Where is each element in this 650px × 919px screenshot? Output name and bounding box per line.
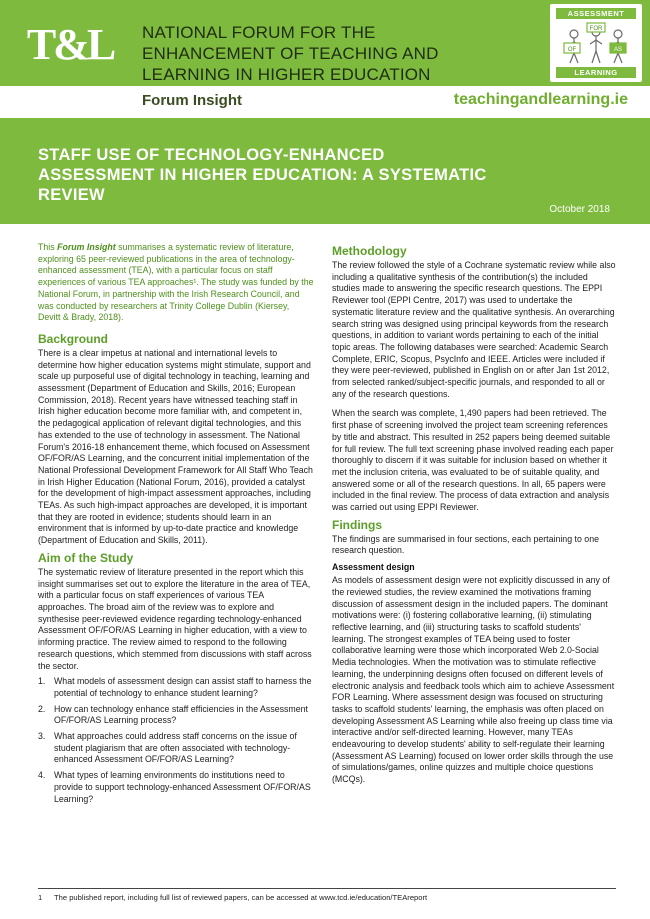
badge-bottom-label: LEARNING [556,67,636,78]
list-item [38,704,314,727]
background-text: There is a clear impetus at national and international levels to determine how higher education systems might stimulate, support and scale up purposeful use of digital technology in teaching, learning and assessment (Department of Education and Skills, 2016; European Commission, 2018). Recent years have witnessed teaching staff in Irish higher education become more familiar with, and competent in, the pedagogical application of relevant digital technologies, and this has extended to the use of technology in assessment. The National Forum's 2016-18 enhancement theme, which focused on Assessment OF/FOR/AS Learning, and the concurrent initial implementation of the National Professional Development Framework for All Staff Who Teach in Irish Higher Education (National Forum, 2016), provided a catalyst for the development of high-impact assessment approaches, including TEAs. As such high-impact approaches are developed, it is important that they are rooted in evidence; students should learn in an environment that is informed by up-to-date practice and knowledge (Department of Education and Skills, 2011). [38,347,313,546]
org-name: NATIONAL FORUM FOR THE ENHANCEMENT OF TEACHING AND LEARNING IN HIGHER EDUCATION [142,23,439,84]
list-item-number: 1. [38,676,46,687]
list-item-text: How can technology enhance staff efficiencies in the Assessment OF/FOR/AS Learning process? [54,703,308,726]
footnote-number: 1 [38,893,43,902]
assessment-learning-badge [550,4,642,82]
intro-paragraph [38,242,314,324]
sub-header [0,86,650,118]
assessment-design-text: As models of assessment design were not explicitly discussed in any of the reviewed studies, the review examined the motivations framing discussion of assessment design in the included papers. The dominant motivations were: (i) fostering collaborative learning, (ii) stimulating reflective learning, and (iii) structuring tasks to scaffold students' learning. The strongest examples of TEA being used to foster collaborative learning were those which incorporated Web 2.0-Social Media technologies. When the motivation was to stimulate reflective learning, the underpinning designs often focused on different levels of electronic analysis and feedback tools which aim to achieve Assessment FOR Learning. Where assessment design was focused on structuring tasks to scaffold students' learning, the emphasis was often placed on developing Assessment AS Learning while also freeing up class time via interactive and/or self-directed learning. However, many TEAs endeavouring to develop students' ability to self-regulate their learning (Assessment AS Learning) focused on lower order skills through the use of simulations/games, online quizzes and multiple choice questions (MCQs). [332,575,615,785]
findings-intro: The findings are summarised in four sections, each pertaining to one research question. [332,533,599,556]
intro-forum-insight: Forum Insight [57,242,116,252]
list-item-text: What approaches could address staff concerns on the issue of student plagiarism that are often associated with technology-enhanced Assessment OF/FOR/AS Learning? [54,731,297,765]
left-column [38,242,314,809]
footnote-divider [38,888,616,889]
tl-logo[interactable]: T&L [26,19,114,69]
badge-of-text: OF [567,47,577,53]
list-item [38,731,314,766]
research-questions-list [38,676,314,805]
list-item-number: 2. [38,703,46,714]
aim-heading: Aim of the Study [38,550,134,565]
footnote-text: The published report, including full list of reviewed papers, can be accessed at www.tcd.ie/education/TEAreport [54,893,428,902]
list-item [38,770,314,805]
title-band [0,118,650,224]
badge-top-label: ASSESSMENT [556,8,636,19]
aim-text: The systematic review of literature presented in the report which this insight summarises set out to explore the literature in the area of TEA, with a particular focus on staff experiences of various TEA approaches. The broad aim of the review was to explore and synthesise peer-reviewed evidence regarding technology-enhanced Assessment OF/FOR/AS Learning in higher education, with a view to informing practice. The review aimed to respond to the following research questions, which stemmed from discussions with staff across the sector. [38,566,312,671]
series-label: Forum Insight [142,92,242,109]
methodology-paragraph-1: The review followed the style of a Cochrane systematic review while also including a qualitative synthesis of the contribution(s) the included studies made to answering the specific research questions. The EPPI Reviewer tool (EPPI Centre, 2017) was used to undertake the systematic literature review and the qualitative synthesis. An overarching search string was designed using principal keywords from the research questions, in addition to variant words pertaining to each of the initial topic areas. The following databases were searched: Academic Search Complete, ERIC, Scopus, PsycInfo and IEEE. Articles were included if they were peer-reviewed, published in English on or after Jan 1st 2012, from selected ranked/subject-specific journals, and responded to all or any of the research questions. [332,260,616,399]
header-band [0,0,650,86]
people-holding-signs-icon [562,21,630,67]
publication-date: October 2018 [549,204,610,215]
intro-post: summarises a systematic review of literature, exploring 65 peer-reviewed publications in the area of technology-enhanced assessment (TEA), with a particular focus on staff experiences of various TEA approaches¹. The study was funded by the National Forum, in partnership with the Irish Research Council, and was conducted by researchers at Trinity College Dublin (Kiersey, Devitt & Brady, 2018). [38,242,314,323]
assessment-design-heading: Assessment design [332,562,415,573]
right-column [332,242,616,790]
document-title: STAFF USE OF TECHNOLOGY-ENHANCED ASSESSMENT IN HIGHER EDUCATION: A SYSTEMATIC REVIEW [38,146,487,204]
findings-heading: Findings [332,517,382,532]
list-item [38,676,314,699]
background-heading: Background [38,331,109,346]
list-item-text: What models of assessment design can assist staff to harness the potential of technology to enhance student learning? [54,676,312,698]
intro-pre: This [38,242,58,252]
badge-for-text: FOR [589,26,603,32]
list-item-number: 3. [38,731,46,742]
list-item-text: What types of learning environments do institutions need to provide to support technology-enhanced Assessment OF/FOR/AS Learning? [54,770,311,804]
methodology-paragraph-2: When the search was complete, 1,490 papers had been retrieved. The first phase of screening involved the project team screening references by title and abstract. This resulted in 252 papers being deemed suitable for full review. The full text screening phase involved reading each paper thoroughly to discern if it was suitable for inclusion based on whether it met the inclusion criteria, was evaluated to be of suitable quality, and answered some or all of the research questions. In all, 65 papers were included in the final review. The process of data extraction and analysis was carried out using EPPI Reviewer. [332,408,614,513]
badge-as-text: AS [613,47,623,53]
website-link[interactable]: teachingandlearning.ie [453,91,628,108]
footnote [38,893,628,903]
methodology-heading: Methodology [332,244,407,258]
list-item-number: 4. [38,770,46,781]
